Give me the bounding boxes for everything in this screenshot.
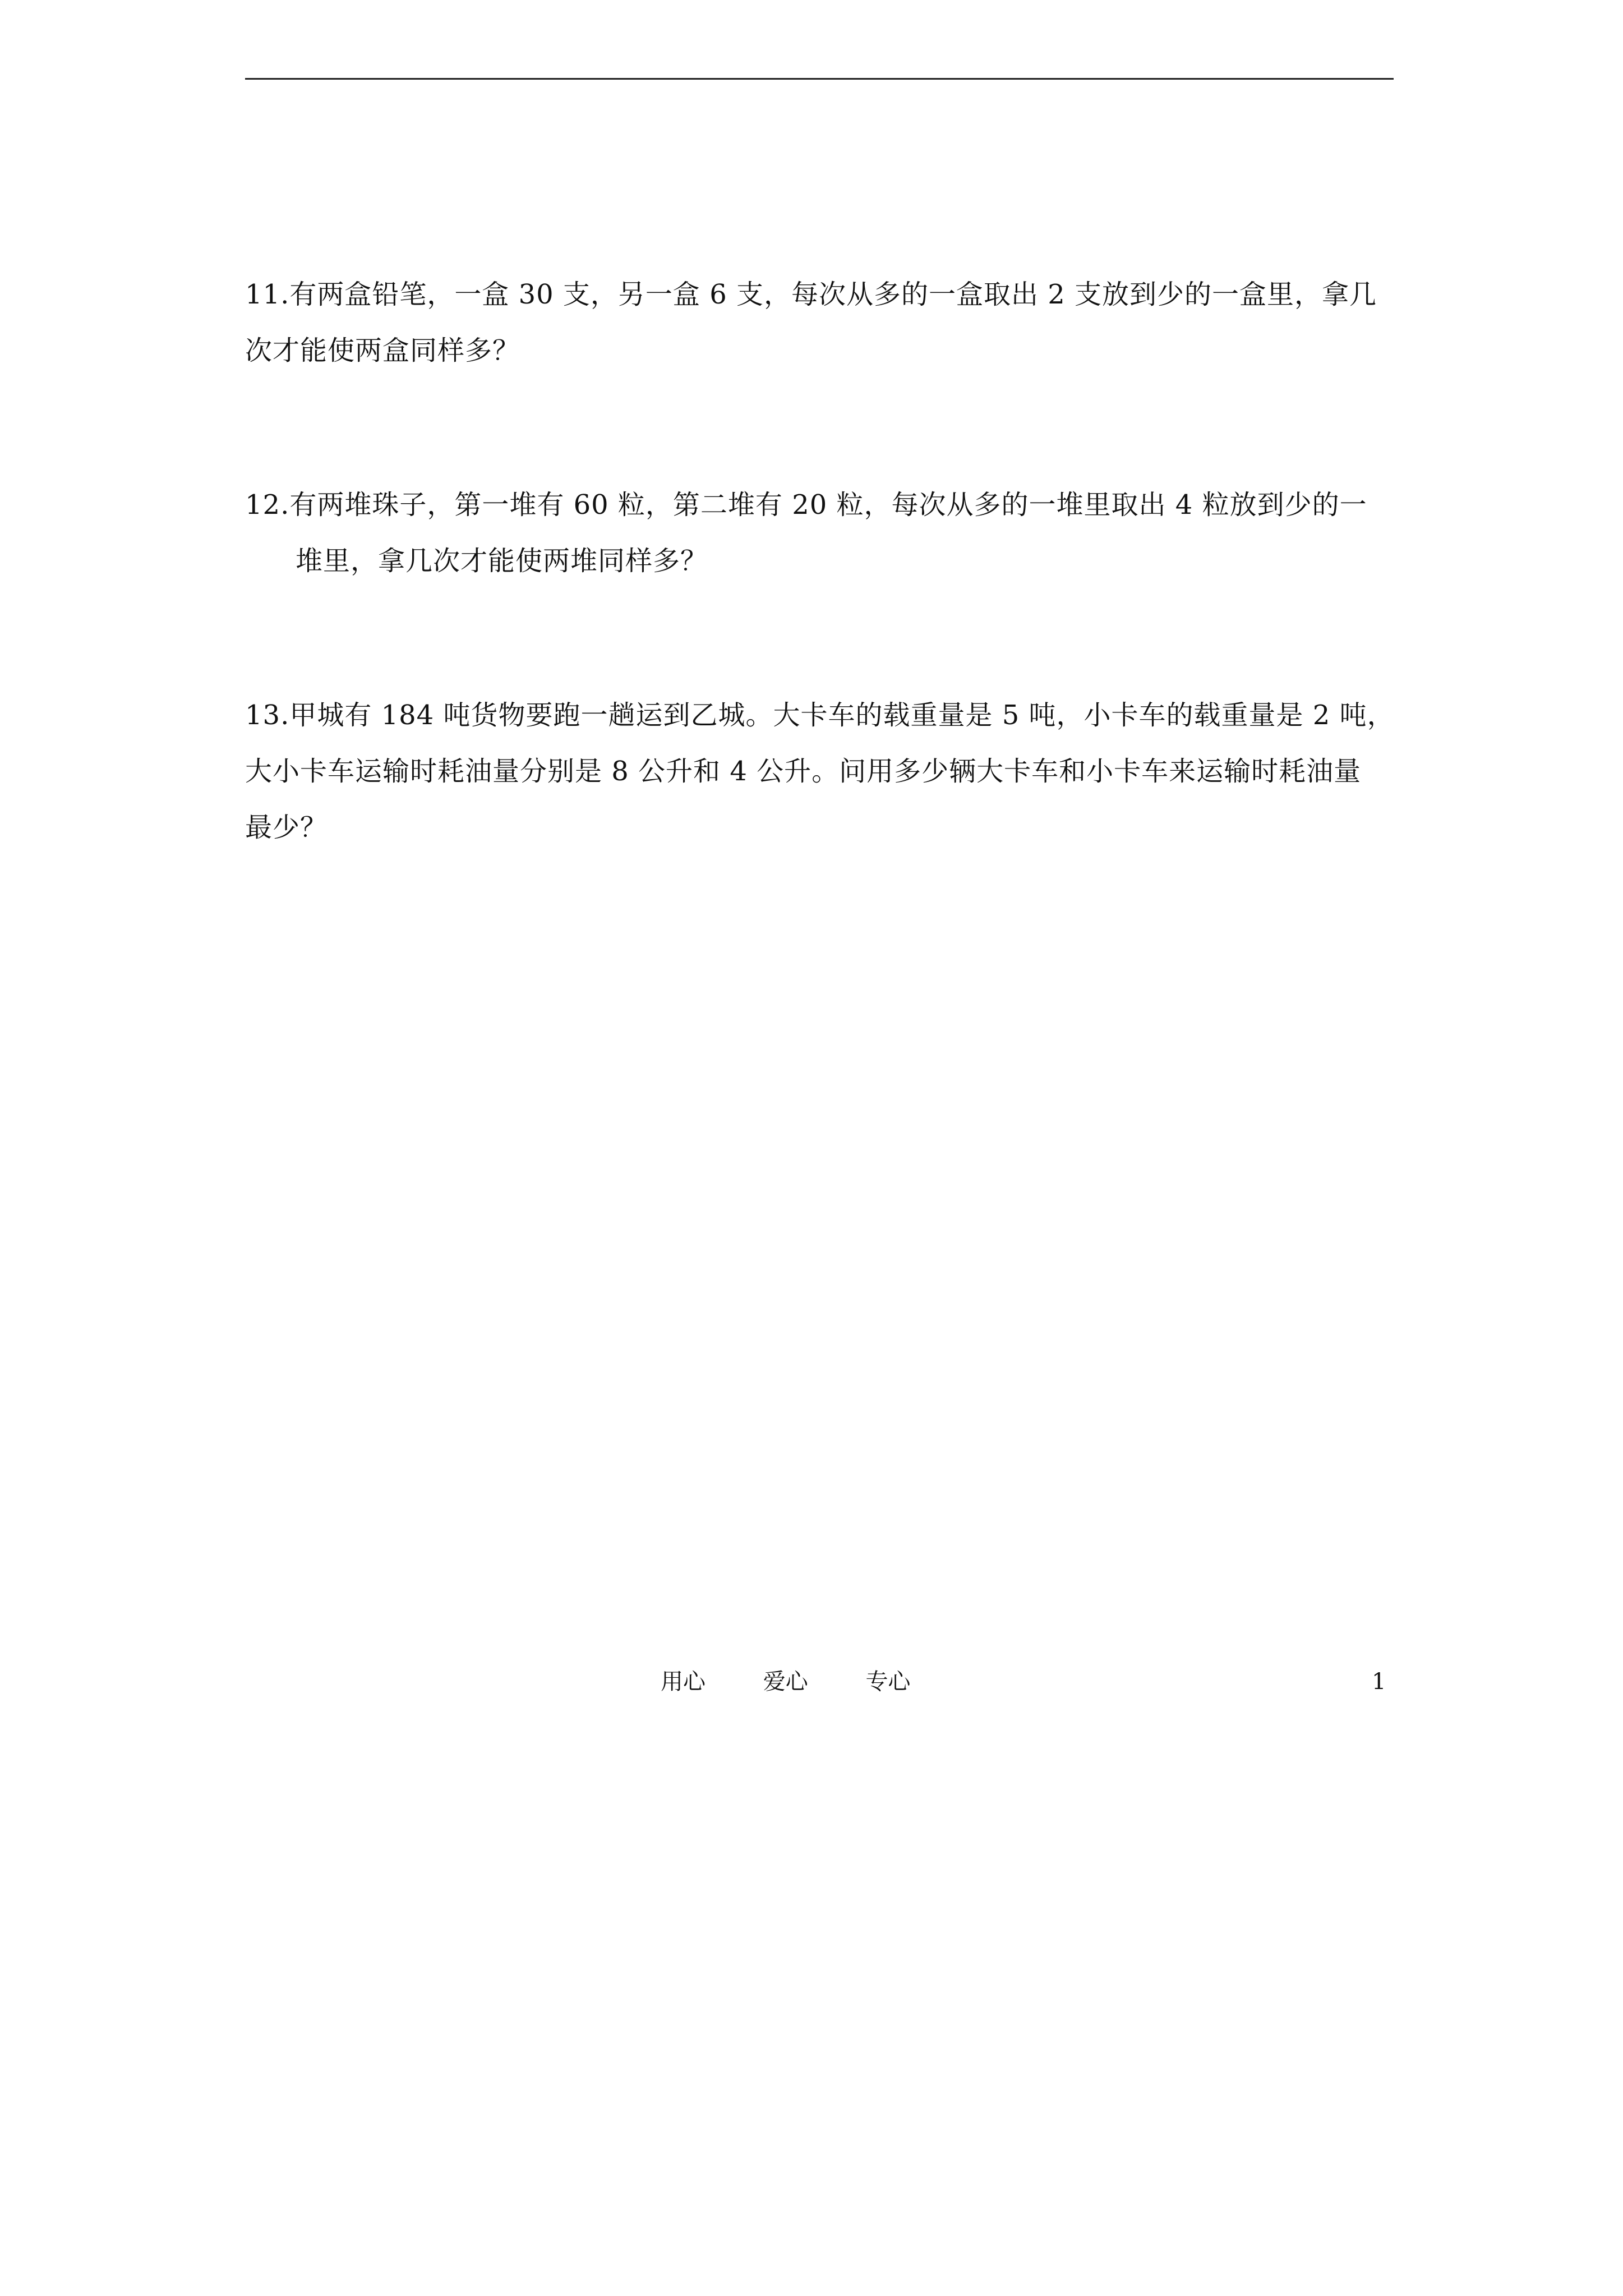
problem-11 [245,266,1394,379]
problem-13-line-3: 最少？ [245,812,328,843]
problem-11-line-1: 11.有两盒铅笔，一盒 30 支，另一盒 6 支，每次从多的一盒取出 2 支放到少的一盒里，拿几 [245,279,1377,310]
problem-12-line-2: 堆里，拿几次才能使两堆同样多？ [296,545,708,577]
header-rule [245,78,1394,80]
footer-item-yongxin: 用心 [661,1669,706,1695]
problem-13-line-2: 大小卡车运输时耗油量分别是 8 公升和 4 公升。问用多少辆大卡车和小卡车来运输时耗油量 [245,756,1362,787]
problem-13 [245,687,1394,855]
page-number: 1 [1372,1669,1386,1695]
footer-motto [661,1665,910,1699]
footer-item-aixin: 爱心 [763,1669,808,1695]
problem-11-line-2: 次才能使两盒同样多？ [245,335,520,366]
problem-13-line-1: 13.甲城有 184 吨货物要跑一趟运到乙城。大卡车的载重量是 5 吨，小卡车的载重量是 2 吨， [245,700,1395,731]
problem-12 [245,477,1394,589]
problem-12-line-1: 12.有两堆珠子，第一堆有 60 粒，第二堆有 20 粒，每次从多的一堆里取出 4 粒放到少的一 [245,489,1367,521]
footer-item-zhuanxin: 专心 [865,1669,911,1695]
